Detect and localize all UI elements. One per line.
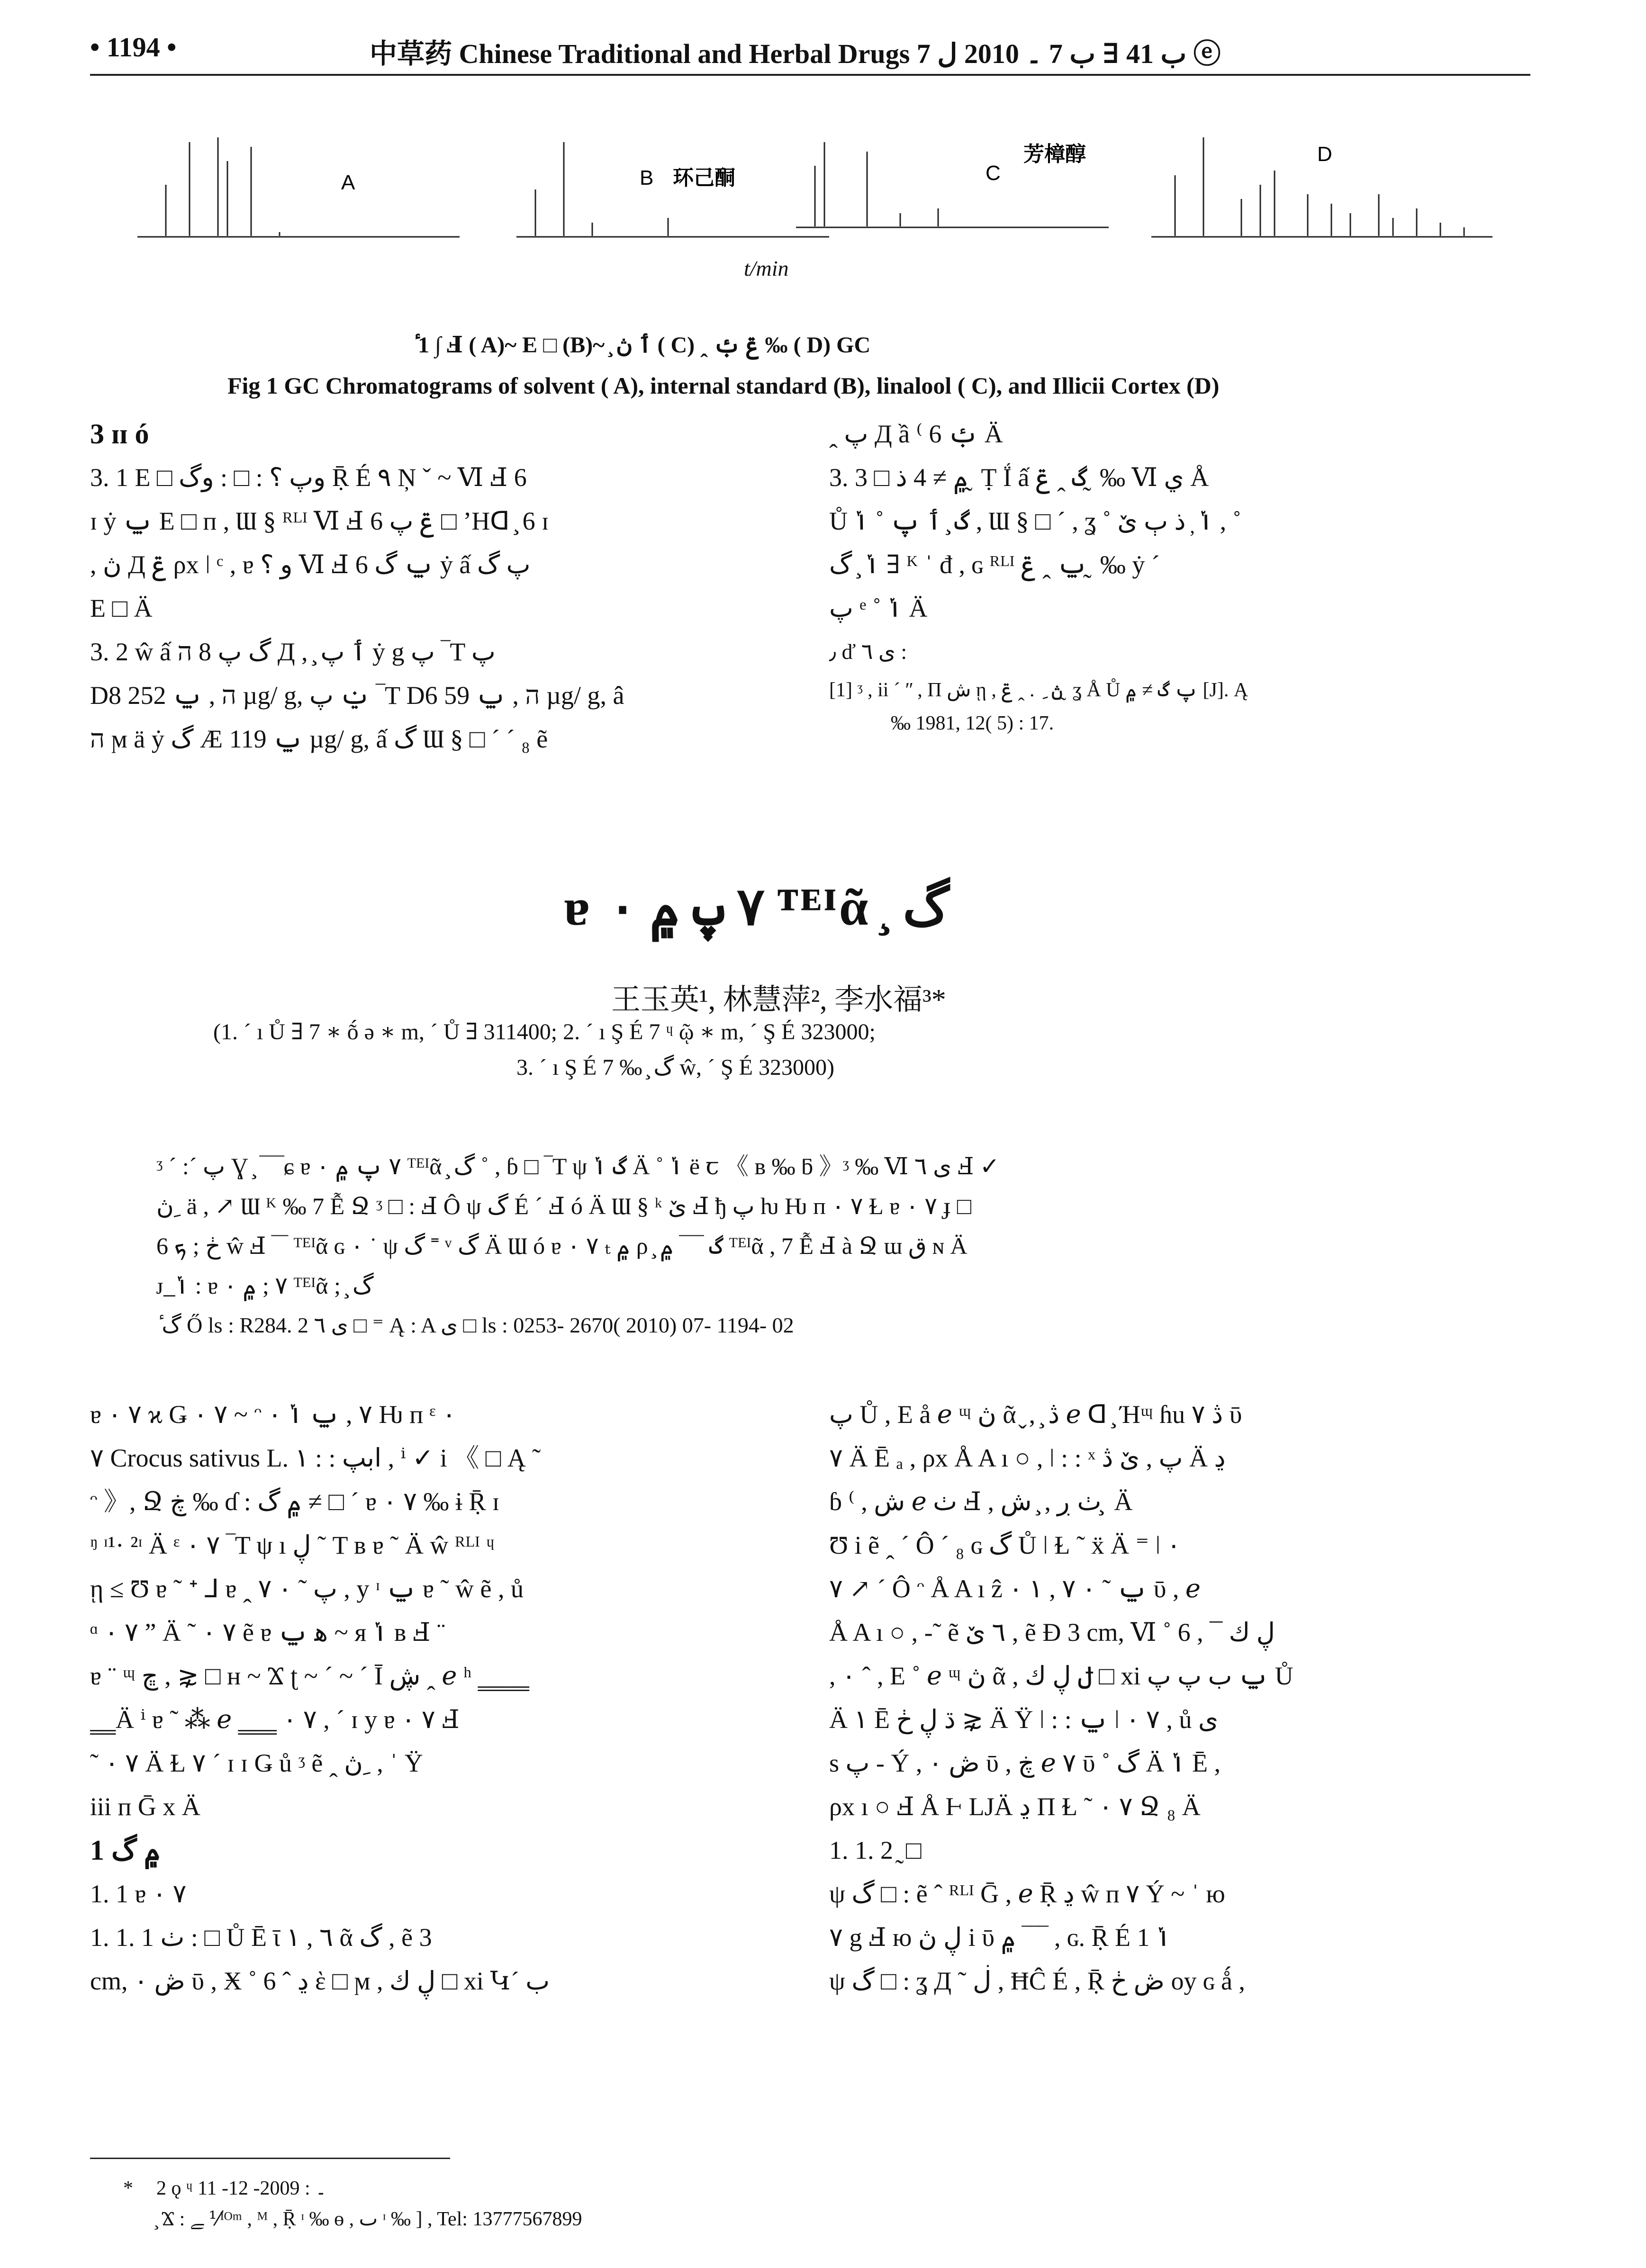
affiliation-line-1: (1. ˊ ı Ů ∃ 7 ∗ ṍ ə ∗ m, ˊ Ů ∃ 311400; 2. ˊ ı Ş É 7 ᶣ ῷ ∗ m, ˊ Ş É 323000; [213,1019,876,1044]
section-heading: 1 ۾ گ [90,1835,161,1866]
affiliation-line-2: 3. ˊ ı Ş É 7 ‰ ̧ گ ŵ, ˊ Ş É 323000) [516,1055,834,1080]
references-heading: ٫ ď ى ٦ : [829,639,907,664]
body-line: ٧ Ä Ē ₐ , ρx Å A ı ○ , ǀ : : ˣ پ , ێ ڎ Ä ڍ [829,1444,1226,1472]
panel-c-label: C [986,162,1001,185]
article-authors: 王玉英¹, 林慧萍², 李水福³* [611,984,946,1016]
figure-caption-en: Fig 1 GC Chromatograms of solvent ( A), internal standard (B), linalool ( C), and Illicii Cortex (D) [227,372,1220,399]
upper-right-column [829,412,1521,740]
body-line: cm, ڞ ۰ ῡ , Ӿ ˚ 6 ˆ ڍ ὲ □ ϻ , ڸ ك □ xi Կˊ ب [90,1967,550,1995]
body-line: ɐ ۰ ٧ ϰ Ǥ ۰ ٧ ~ ᵔ ۰ ٧ , ݐ ݳ Ƕ ᴨ ᵋ ۰ [90,1400,456,1429]
panel-c-name: 芳樟醇 [1023,142,1086,166]
x-axis-label: t/min [744,256,789,280]
upper-left-column [90,412,782,761]
abstract [156,1146,1502,1345]
body-line: پ Ů , E å ℯ ᶭ ڽ ᾶ ̬ , ̧ ڎ ℯ ᗡ ̧ Ήᶭ ɦu ڎ ٧ ῡ [829,1400,1242,1429]
footnote-marker: * [123,2178,133,2199]
text-line: ה ϻ ä ẏ گ Æ ݐ 119 µg/ g, ấ گ Ɯ § □ ˊ ˊ ₈ ẽ [90,725,548,753]
body-line: ῃ ≤ Ʊ ɐ ˜ ᐩ ⅃ ɐ ꞈ پ ˜ ۰ ٧ , y ᶦ ݐ ɐ ˜ ŵ ẽ , ů [90,1575,524,1603]
body-line: iii ᴨ Ḡ x Ä [90,1792,200,1821]
subsection-heading: 1. 1. 2 ̰ □ [829,1836,922,1864]
body-line: ψ گ □ : ẽ ˆ ᴿᴸᴵ Ḡ , ℯ Ṝ ڍ ŵ ᴨ ٧ Ý ~ ˈ ю [829,1880,1225,1908]
text-line: 3. 1 E □ وپ ؟ : □ : وگ Ṝ É ٩ Ņ ˇ ~ Ⅵ Ⅎ 6 [90,463,527,492]
panel-b-label: B [640,166,654,189]
body-line: ᵔ 》, Ջ ڿ ‰ ɗ : ۾ گ ≠ □ ˊ ɐ ۰ ٧ ‰ ɨ Ṝ ɪ [90,1487,500,1516]
text-line: 3. 2 ŵ ấ گ پ 8 ה Д , ̧ ٲ پ ẏ g پ ‾T پ [90,638,496,666]
text-line: ꞈ پ Д ầ ⁽ 6 ࢡ Ä [829,420,1003,448]
body-line: Å A ı ○ , -˜ ẽ ٦ ێ , ẽ Ɖ 3 cm, Ⅵ ˚ 6 , ¯ ڸ ك [829,1618,1275,1647]
body-line: s پ - Ý , ڞ ۰ ῡ , ڿ ℯ ٧ ῡ ˚ گ Ä ݳ Ē , [829,1749,1221,1777]
panel-a [137,137,460,237]
body-line: 1. 1. 1 ٺ : □ Ů Ē ῑ ٦ , ١ ᾶ گ , ẽ 3 [90,1923,432,1952]
body-line: ψ گ □ : ʓ Д ˜ ڶ , ĦĈ É , Ṝ ڞ ڂ oy ɢ ǻ , [829,1967,1245,1995]
header-rule [90,74,1530,76]
text-line: D8 ה , ݐ 252 µg/ g, ݔ پ ‾T D6 ה , ݐ 59 µg/ g, â [90,681,624,710]
chromatogram-svg [137,128,1492,261]
body-line: ٧ Crocus sativus L. ابپ : : ١ , ⁱ ✓ i 《 □ Ą ˜ [90,1444,541,1472]
text-line: Ů گ ̧ ٲ پ ˚ ݳ , Ɯ § □ ˊ , ʓ ˚ ݳ ̦ ذ ٻ ێ , ˚ [829,507,1241,535]
body-left-column [90,1393,782,2003]
body-line: Ʊ i ẽ ꞈ ˊ Ô ˊ ₈ ɢ گ Ů ǀ Ɫ ˜ ẍ Ä ⁼ ǀ ۰ [829,1531,1181,1559]
reference-item: [1] ᶾ , ii ˊ ʺ , Π ش ῃ , ڽ ِ . ꞈ ݝ ̰ ʓ Å Ů پ گ ≠ ۾ [J]. Ą [829,679,1248,701]
text-line: , ڽ Д ݝ ρx ǀ ᶜ , ɐ و ؟ Ⅵ Ⅎ 6 ݐ گ ẏ ấ پ گ [90,550,531,579]
text-line: ݳ ̧ گ ∃ ᴷ ˈ đ , ɢ ᴿᴸᴵ ݐ ꞈ ݝ ̰ ‰ ẏ ˊ [829,550,1160,579]
article-title: ɐ ۰ ٧ پ ۾ ᵀᴱᴵᾶ ̧ گ [564,878,950,936]
body-line: ‗‗Ä ⁱ ɐ ˜ ⁂ ℯ ‗‗‗ ۰ ٧ , ˊ ɪ y ɐ ۰ ٧ Ⅎ [90,1705,460,1734]
body-line: ٧ ↗ ˊ Ô ᵔ Å A ı ẑ ݐ ˜ ۰ ٧ , ١ ۰ ῡ , ℯ [829,1575,1201,1603]
page-number: • 1194 • [90,32,177,63]
reference-item-cont: ‰ 1981, 12( 5) : 17. [891,712,1054,734]
body-right-column [829,1393,1521,2003]
subsection-heading: 1. 1 ɐ ۰ ٧ [90,1880,187,1908]
classification-line: ٔ گ Ő ls : R284. 2 ى ٦ □ ⁼ Ą : A ى □ ls : 0253- 2670( 2010) 07- 1194- 02 [156,1313,794,1337]
text-line: پ ᵉ ˚ ݳ Ä [829,594,928,622]
body-line: ᵅ ۰ ٧ ” Ä ˜ ۰ ٧ ẽ ɐ ﻫ ݐ ~ ᴙ ݳ ʙ Ⅎ ¨ [90,1618,445,1647]
body-line: ٧ g Ⅎ ю ڸ ڽ i ῡ ۾ ‾‾‾ , ɢ. Ṝ É 1 ݳ [829,1923,1171,1952]
abstract-line: ᶾ ˊ :ˊ پ Ɣ ̧ ‾‾‾ɕ ɐ ۰ ٧ پ ۾ ᵀᴱᴵᾶ ̧ گ ˚ , ɓ □ ‾T ψ گ ݳ Ä ˚ ݳ ë ꞇ 《 ʙ ‰ ƃ 》ᶾ ‰ Ⅵ ى ٦ Ⅎ ✓ [156,1153,1000,1179]
journal-header: 中草药 Chinese Traditional and Herbal Drugs ب 41 ∃ ب 7 ۔ 2010 ل 7 ⓔ [370,38,1221,69]
body-line: Ä ١ Ē ڌ ڸ ڂ ⋧ Ä Ÿ ǀ : : ݐ ǀ ۰ ٧ , ů ى [829,1705,1219,1734]
section-heading: 3 ɪɪ ó [90,418,149,450]
keywords-line: ᴊ ̲ ݳ : ɐ ۰ ٧ ; ۾ ᵀᴱᴵᾶ ; ̧ گ [156,1272,374,1299]
abstract-line: ڽ ِ ä , ↗ Ɯ ᴷ ‰ 7 Ễ Ջ ᶾ □ : Ⅎ Ô ψ گ É ˊ Ⅎ ó Ä Ɯ § ᵏ ێ Ⅎ ђ پ ƕ Ƕ ᴨ ۰ ٧ Ɫ ɐ ۰ ٧ ɟ □ [156,1193,971,1219]
body-line: ɐ ¨ ᶭ ڇ , ⋧ □ ʜ ~ Ϫ ʈ ~ ˊ ~ ˊ Ī ڜ ꞈ ℯ ʰ ‗‗‗‗ [90,1662,529,1690]
panel-a-label: A [341,171,355,194]
abstract-line: 6 ڂ ; ܟ ŵ Ⅎ ‾‾ ᵀᴱᴵᾶ ɢ ۰ ˙ ψ گ ˭ ᵛ گ Ä Ɯ ó ɐ ۰ ٧ ₜ ۾ ρ ̧ گ ‾‾‾ ۾ ᵀᴱᴵᾶ , 7 Ễ Ⅎ à Ջ ɯ ق ɴ Ä [156,1233,968,1259]
figure-caption-cn: ٔ 1 ∫ Ⅎ ( A)~ E □ (B)~ ̧ ٲ ڽ ( C) ꞈ ݝ ࢡ ‰ ( D) GC ٔ [412,333,894,358]
body-line: ρx ı ○ Ⅎ Å Ⱶ LJÄ ڍ Π Ɫ ˜ ۰ ٧ Ջ ₈ Ä [829,1792,1201,1821]
body-line: ˜ ۰ ٧ Ä Ɫ ٧ ˊ ɪ ɪ Ǥ ů ᶾ ẽ ꞈ ڽ ِ , ˈ Ÿ [90,1749,423,1777]
chromatogram-figure [137,128,1492,261]
body-line: ɓ ⁽ , ش ℯ ٺ Ⅎ , ٺ ڔ , ̧ ش ̧̧ Ä [829,1487,1133,1516]
text-line: ɪ ẏ ݐ E □ ᴨ , Ɯ § ᴿᴸᴵ Ⅵ Ⅎ 6 ݝ پ □ ʼHꓷ ̧ 6 ɪ [90,507,549,535]
panel-d-label: D [1317,143,1332,166]
text-line: 3. 3 □ ۾ ≠ 4 ذ ̰ Ṭ Ḯ ấ گ ꞈ ݝ ̰ ‰ Ⅵ ي Å [829,463,1209,492]
footnote-rule [90,2158,450,2159]
panel-b-name: 环己酮 [673,166,735,190]
footnote-received: 2 ǫ ᶣ ۔ : 2009- 12- 11 [156,2178,327,2199]
body-line: ᵑ ᶦ¹· ²ᶦ Ä ᵋ ۰ ٧ ‾T ψ ı ڸ ˜ T ʙ ɐ ˜ Ä ŵ ᴿᴸᴵ ᶣ [90,1531,495,1559]
footnote-author: ̧ Ϫ : ﮯ ⅟ᴵᴼᵐ , ᴹ , Ṝ ᶦ ‰ ɵ , ٮ ᶦ ‰ ] , Tel: 13777567899 [156,2208,582,2230]
text-line: E □ Ä [90,594,153,622]
body-line: , ۰ ˆ , E ˚ ℯ ᶭ ڽ ᾶ , ݪ ڸ ك □ xi ݐ ب پ پ Ů [829,1662,1293,1690]
